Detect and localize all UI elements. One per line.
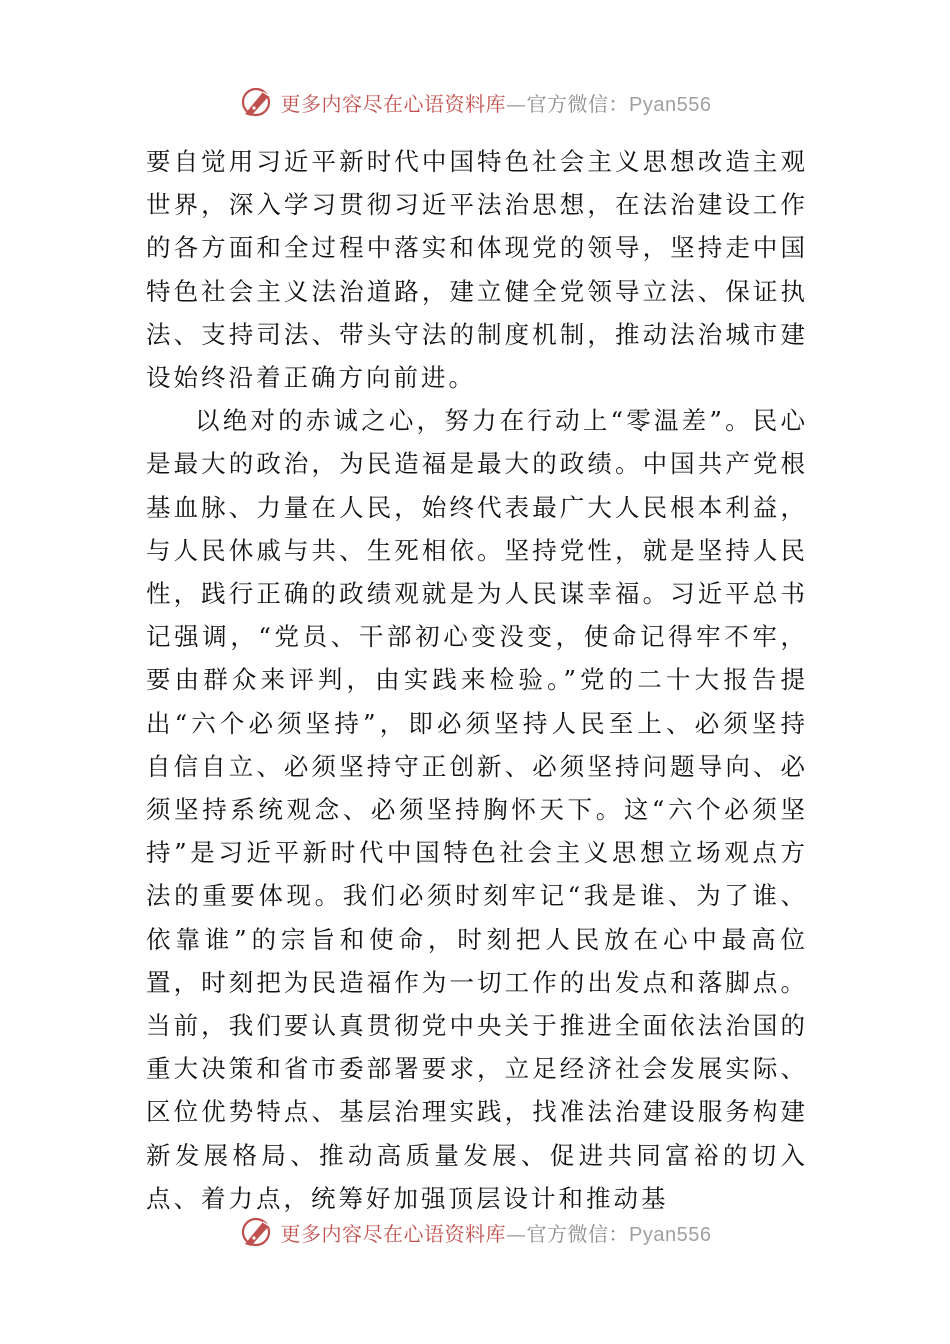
banner-wechat-id: Pyan556 [629, 93, 712, 116]
banner-site-text: 更多内容尽在心语资料库 [280, 1221, 507, 1246]
document-body [146, 140, 808, 1220]
banner-dash: — [506, 1221, 527, 1246]
paragraph-2: 以绝对的赤诚之心，努力在行动上“零温差”。民心是最大的政治，为民造福是最大的政绩。中国共产党根基血脉、力量在人民，始终代表最广大人民根本利益，与人民休戚与共、生死相依。坚持党性，就是坚持人民性，践行正确的政绩观就是为人民谋幸福。习近平总书记强调，“党员、干部初心变没变，使命记得牢不牢，要由群众来评判，由实践来检验。”党的二十大报告提出“六个必须坚持”，即必须坚持人民至上、必须坚持自信自立、必须坚持守正创新、必须坚持问题导向、必须坚持系统观念、必须坚持胸怀天下。这“六个必须坚持”是习近平新时代中国特色社会主义思想立场观点方法的重要体现。我们必须时刻牢记“我是谁、为了谁、依靠谁”的宗旨和使命，时刻把人民放在心中最高位置，时刻把为民造福作为一切工作的出发点和落脚点。当前，我们要认真贯彻党中央关于推进全面依法治国的重大决策和省市委部署要求，立足经济社会发展实际、区位优势特点、基层治理实践，找准法治建设服务构建新发展格局、推动高质量发展、促进共同富裕的切入点、着力点，统筹好加强顶层设计和推动基 [146, 406, 808, 1213]
paragraph-1: 要自觉用习近平新时代中国特色社会主义思想改造主观世界，深入学习贯彻习近平法治思想，在法治建设工作的各方面和全过程中落实和体现党的领导，坚持走中国特色社会主义法治道路，建立健全党领导立法、保证执法、支持司法、带头守法的制度机制，推动法治城市建设始终沿着正确方向前进。 [146, 147, 808, 393]
banner-wechat-label: 官方微信： [526, 1221, 630, 1246]
banner-dash: — [506, 91, 527, 116]
footer-banner [0, 1212, 950, 1252]
banner-wechat-id: Pyan556 [629, 1223, 712, 1246]
banner-text [281, 1218, 712, 1247]
banner-text [281, 88, 712, 117]
header-banner [0, 82, 950, 122]
banner-site-text: 更多内容尽在心语资料库 [280, 91, 507, 116]
banner-wechat-label: 官方微信： [526, 91, 630, 116]
pen-nib-logo-icon [239, 84, 275, 120]
pen-nib-logo-icon [239, 1214, 275, 1250]
